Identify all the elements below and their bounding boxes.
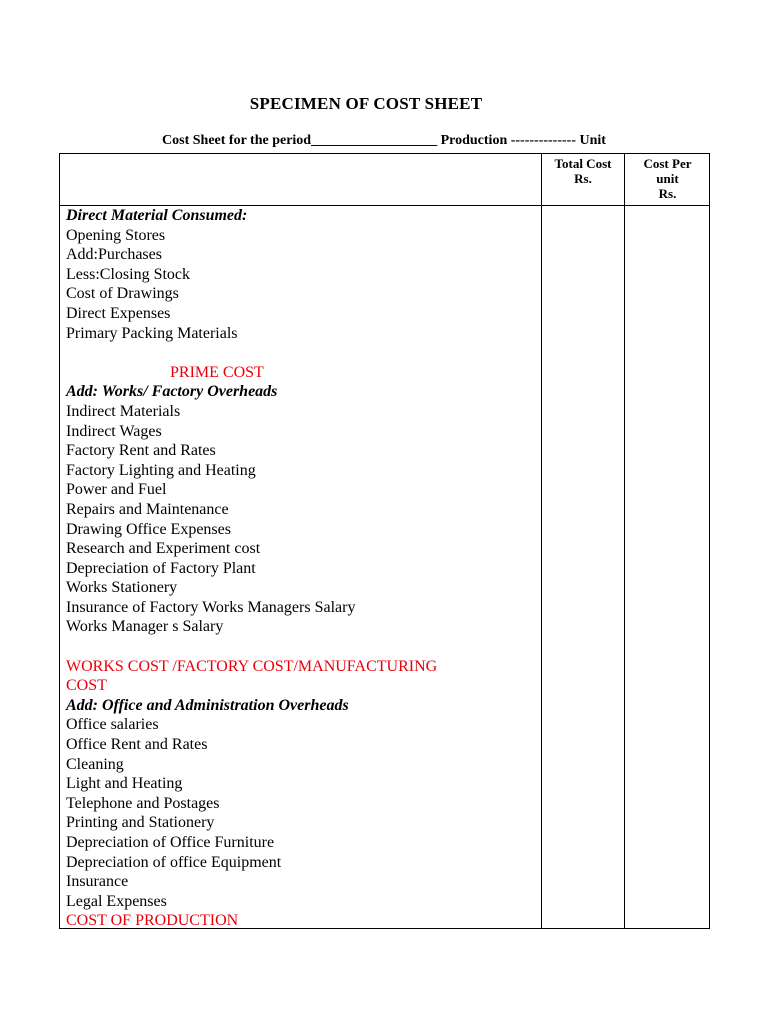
column-divider-unit (624, 154, 625, 928)
total-line: COST OF PRODUCTION (66, 912, 239, 930)
cost-item: Office salaries (66, 716, 159, 734)
cost-item: Indirect Wages (66, 422, 162, 440)
cost-item: Works Stationery (66, 579, 178, 597)
cost-item: Cleaning (66, 755, 124, 773)
column-header-cost-per-unit: Cost Per unit Rs. (643, 156, 692, 201)
total-line: COST (66, 677, 107, 695)
cost-item: Primary Packing Materials (66, 324, 238, 342)
column-header-total-cost: Total Cost Rs. (554, 156, 612, 186)
cost-item: Legal Expenses (66, 892, 167, 910)
cost-item: Less:Closing Stock (66, 265, 191, 283)
page-title: SPECIMEN OF COST SHEET (249, 94, 483, 113)
cost-item: Depreciation of office Equipment (66, 853, 282, 871)
column-divider-total (541, 154, 542, 928)
cost-item: Office Rent and Rates (66, 736, 208, 754)
cost-item: Cost of Drawings (66, 285, 179, 303)
total-line: PRIME COST (170, 363, 264, 381)
cost-item: Add:Purchases (66, 246, 162, 264)
cost-item: Depreciation of Factory Plant (66, 559, 256, 577)
cost-item: Factory Rent and Rates (66, 442, 216, 460)
section-heading: Add: Works/ Factory Overheads (66, 383, 278, 401)
cost-item: Depreciation of Office Furniture (66, 834, 275, 851)
cost-item: Factory Lighting and Heating (66, 461, 256, 479)
cost-item: Opening Stores (66, 226, 166, 244)
cost-item: Insurance of Factory Works Managers Salary (66, 598, 356, 616)
cost-item: Repairs and Maintenance (66, 500, 229, 518)
cost-item: Drawing Office Expenses (66, 520, 231, 538)
cost-item: Indirect Materials (66, 402, 181, 420)
cost-item: Research and Experiment cost (66, 540, 261, 558)
cost-item: Direct Expenses (66, 304, 171, 322)
cost-item: Insurance (66, 873, 129, 891)
cost-item: Printing and Stationery (66, 814, 215, 832)
total-line: WORKS COST /FACTORY COST/MANUFACTURING (66, 657, 438, 675)
section-heading: Add: Office and Administration Overheads (66, 696, 349, 714)
sheet-subtitle: Cost Sheet for the period__________________ Production -------------- Unit (162, 133, 606, 148)
cost-sheet-table (59, 153, 710, 929)
spacer (66, 637, 536, 657)
particulars-column (66, 206, 536, 931)
section-heading: Direct Material Consumed: (66, 207, 248, 224)
spacer (66, 343, 536, 363)
cost-item: Power and Fuel (66, 481, 167, 499)
cost-item: Works Manager s Salary (66, 618, 224, 636)
cost-item: Light and Heating (66, 775, 183, 793)
cost-item: Telephone and Postages (66, 794, 220, 812)
